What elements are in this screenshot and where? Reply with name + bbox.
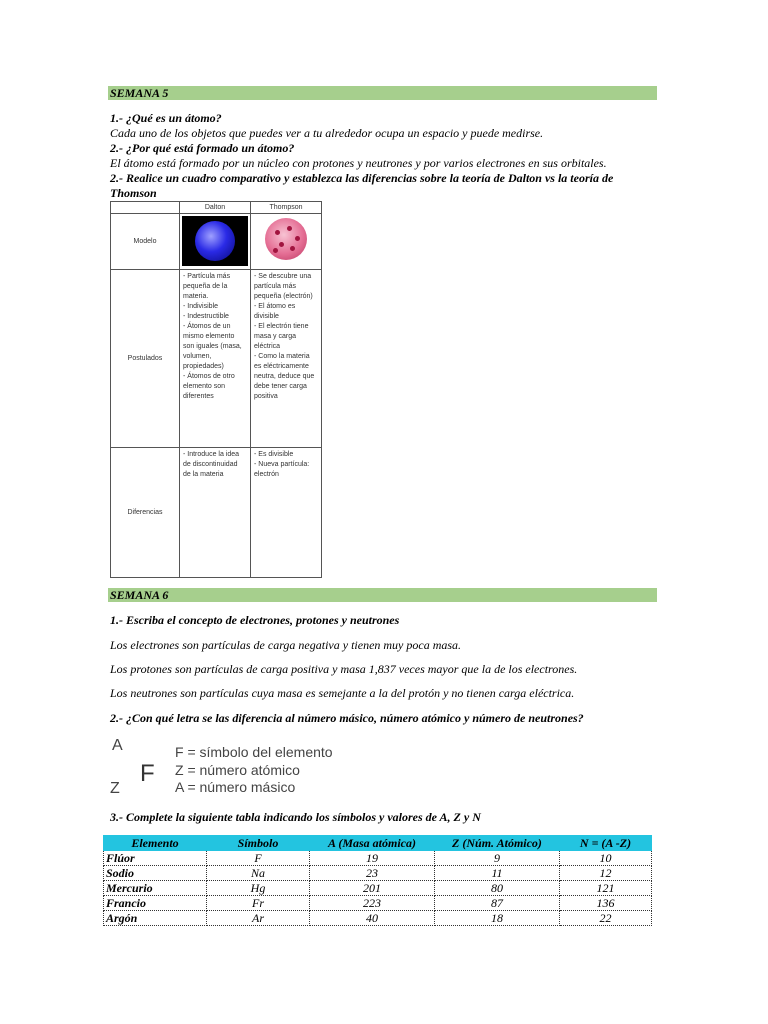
cell-simbolo: F [207,851,310,866]
cell-z: 80 [435,881,560,896]
semana5-header [108,86,657,100]
s6-question-3: 3.- Complete la siguiente tabla indicando los símbolos y valores de A, Z y N [110,810,481,824]
letter-f: F [140,760,155,787]
cell-a: 40 [310,911,435,926]
s5-question-2: 2.- ¿Por qué está formado un átomo? [110,141,295,155]
elements-table [103,835,652,926]
elements-table-header [104,836,652,851]
dalton-post-0: - Partícula más pequeña de la materia. [183,273,231,300]
cell-a: 223 [310,896,435,911]
semana6-title: SEMANA 6 [110,588,169,602]
table-row [104,896,652,911]
cell-z: 87 [435,896,560,911]
row-modelo: Modelo [111,214,180,270]
cell-elemento: Francio [104,896,207,911]
header-neutrones: N = (A -Z) [560,836,652,851]
header-num-atomico: Z (Núm. Atómico) [435,836,560,851]
cell-elemento: Argón [104,911,207,926]
figure-line-1: F = símbolo del elemento [175,744,333,760]
dalton-post-2: - Indestructible [183,313,229,320]
dalton-post-4: - Átomos de otro elemento son diferentes [183,373,235,400]
row-diferencias: Diferencias [111,448,180,578]
s6-answer-protones: Los protones son partículas de carga positiva y masa 1,837 veces mayor que la de los electrones. [110,662,578,676]
header-masa: A (Masa atómica) [310,836,435,851]
thompson-post-1: - El átomo es divisible [254,303,296,320]
col-dalton: Dalton [180,202,251,214]
row-postulados: Postulados [111,270,180,448]
cell-z: 18 [435,911,560,926]
cell-a: 201 [310,881,435,896]
cell-a: 23 [310,866,435,881]
figure-line-3: A = número másico [175,779,296,795]
cell-simbolo: Hg [207,881,310,896]
cell-n: 12 [560,866,652,881]
cell-n: 136 [560,896,652,911]
col-thompson: Thompson [251,202,322,214]
s6-answer-electrones: Los electrones son partículas de carga negativa y tienen muy poca masa. [110,638,462,652]
thompson-dif-1: - Nueva partícula: electrón [254,461,310,478]
s5-question-1: 1.- ¿Qué es un átomo? [110,111,222,125]
header-elemento: Elemento [104,836,207,851]
dalton-post-3: - Átomos de un mismo elemento son iguales (masa, volumen, propiedades) [183,323,242,370]
s6-question-2: 2.- ¿Con qué letra se las diferencia al número másico, número atómico y número de neutrones? [110,711,584,725]
thomson-plum-pudding-icon [265,218,307,260]
thompson-post-2: - El electrón tiene masa y carga eléctrica [254,323,309,350]
cell-n: 22 [560,911,652,926]
header-simbolo: Símbolo [207,836,310,851]
cell-elemento: Sodio [104,866,207,881]
s5-question-3: 2.- Realice un cuadro comparativo y establezca las diferencias sobre la teoría de Dalton vs la teoría de Thomson [110,171,614,200]
thompson-post-3: - Como la materia es eléctricamente neutra, deduce que debe tener carga positiva [254,353,315,400]
dalton-dif-0: - Introduce la idea de discontinuidad de la materia [183,451,240,478]
dalton-thomson-table [110,201,322,578]
table-row [104,911,652,926]
thompson-post-0: - Se descubre una partícula más pequeña (electrón) [254,273,313,300]
table-row [104,866,652,881]
letter-z: Z [110,780,120,797]
cell-simbolo: Na [207,866,310,881]
semana6-header [108,588,657,602]
s5-answer-2: El átomo está formado por un núcleo con protones y neutrones y por varios electrones en sus orbitales. [110,156,607,170]
thompson-postulados [251,270,322,448]
s6-question-1: 1.- Escriba el concepto de electrones, protones y neutrones [110,613,400,627]
dalton-model-image [182,216,248,266]
figure-line-2: Z = número atómico [175,762,300,778]
dalton-postulados [180,270,251,448]
cell-elemento: Flúor [104,851,207,866]
cell-n: 121 [560,881,652,896]
table-row [104,851,652,866]
cell-z: 11 [435,866,560,881]
thompson-diferencias [251,448,322,578]
cell-simbolo: Ar [207,911,310,926]
cell-z: 9 [435,851,560,866]
cell-simbolo: Fr [207,896,310,911]
dalton-diferencias [180,448,251,578]
dalton-sphere-icon [195,221,235,261]
semana5-title: SEMANA 5 [110,86,169,100]
letter-a: A [112,737,123,754]
cell-a: 19 [310,851,435,866]
cell-elemento: Mercurio [104,881,207,896]
thompson-dif-0: - Es divisible [254,451,294,458]
s5-answer-1: Cada uno de los objetos que puedes ver a tu alrededor ocupa un espacio y puede medirse. [110,126,544,140]
dalton-post-1: - Indivisible [183,303,219,310]
table-row [104,881,652,896]
cell-n: 10 [560,851,652,866]
s6-answer-neutrones: Los neutrones son partículas cuya masa es semejante a la del protón y no tienen carga eléctrica. [110,686,575,700]
